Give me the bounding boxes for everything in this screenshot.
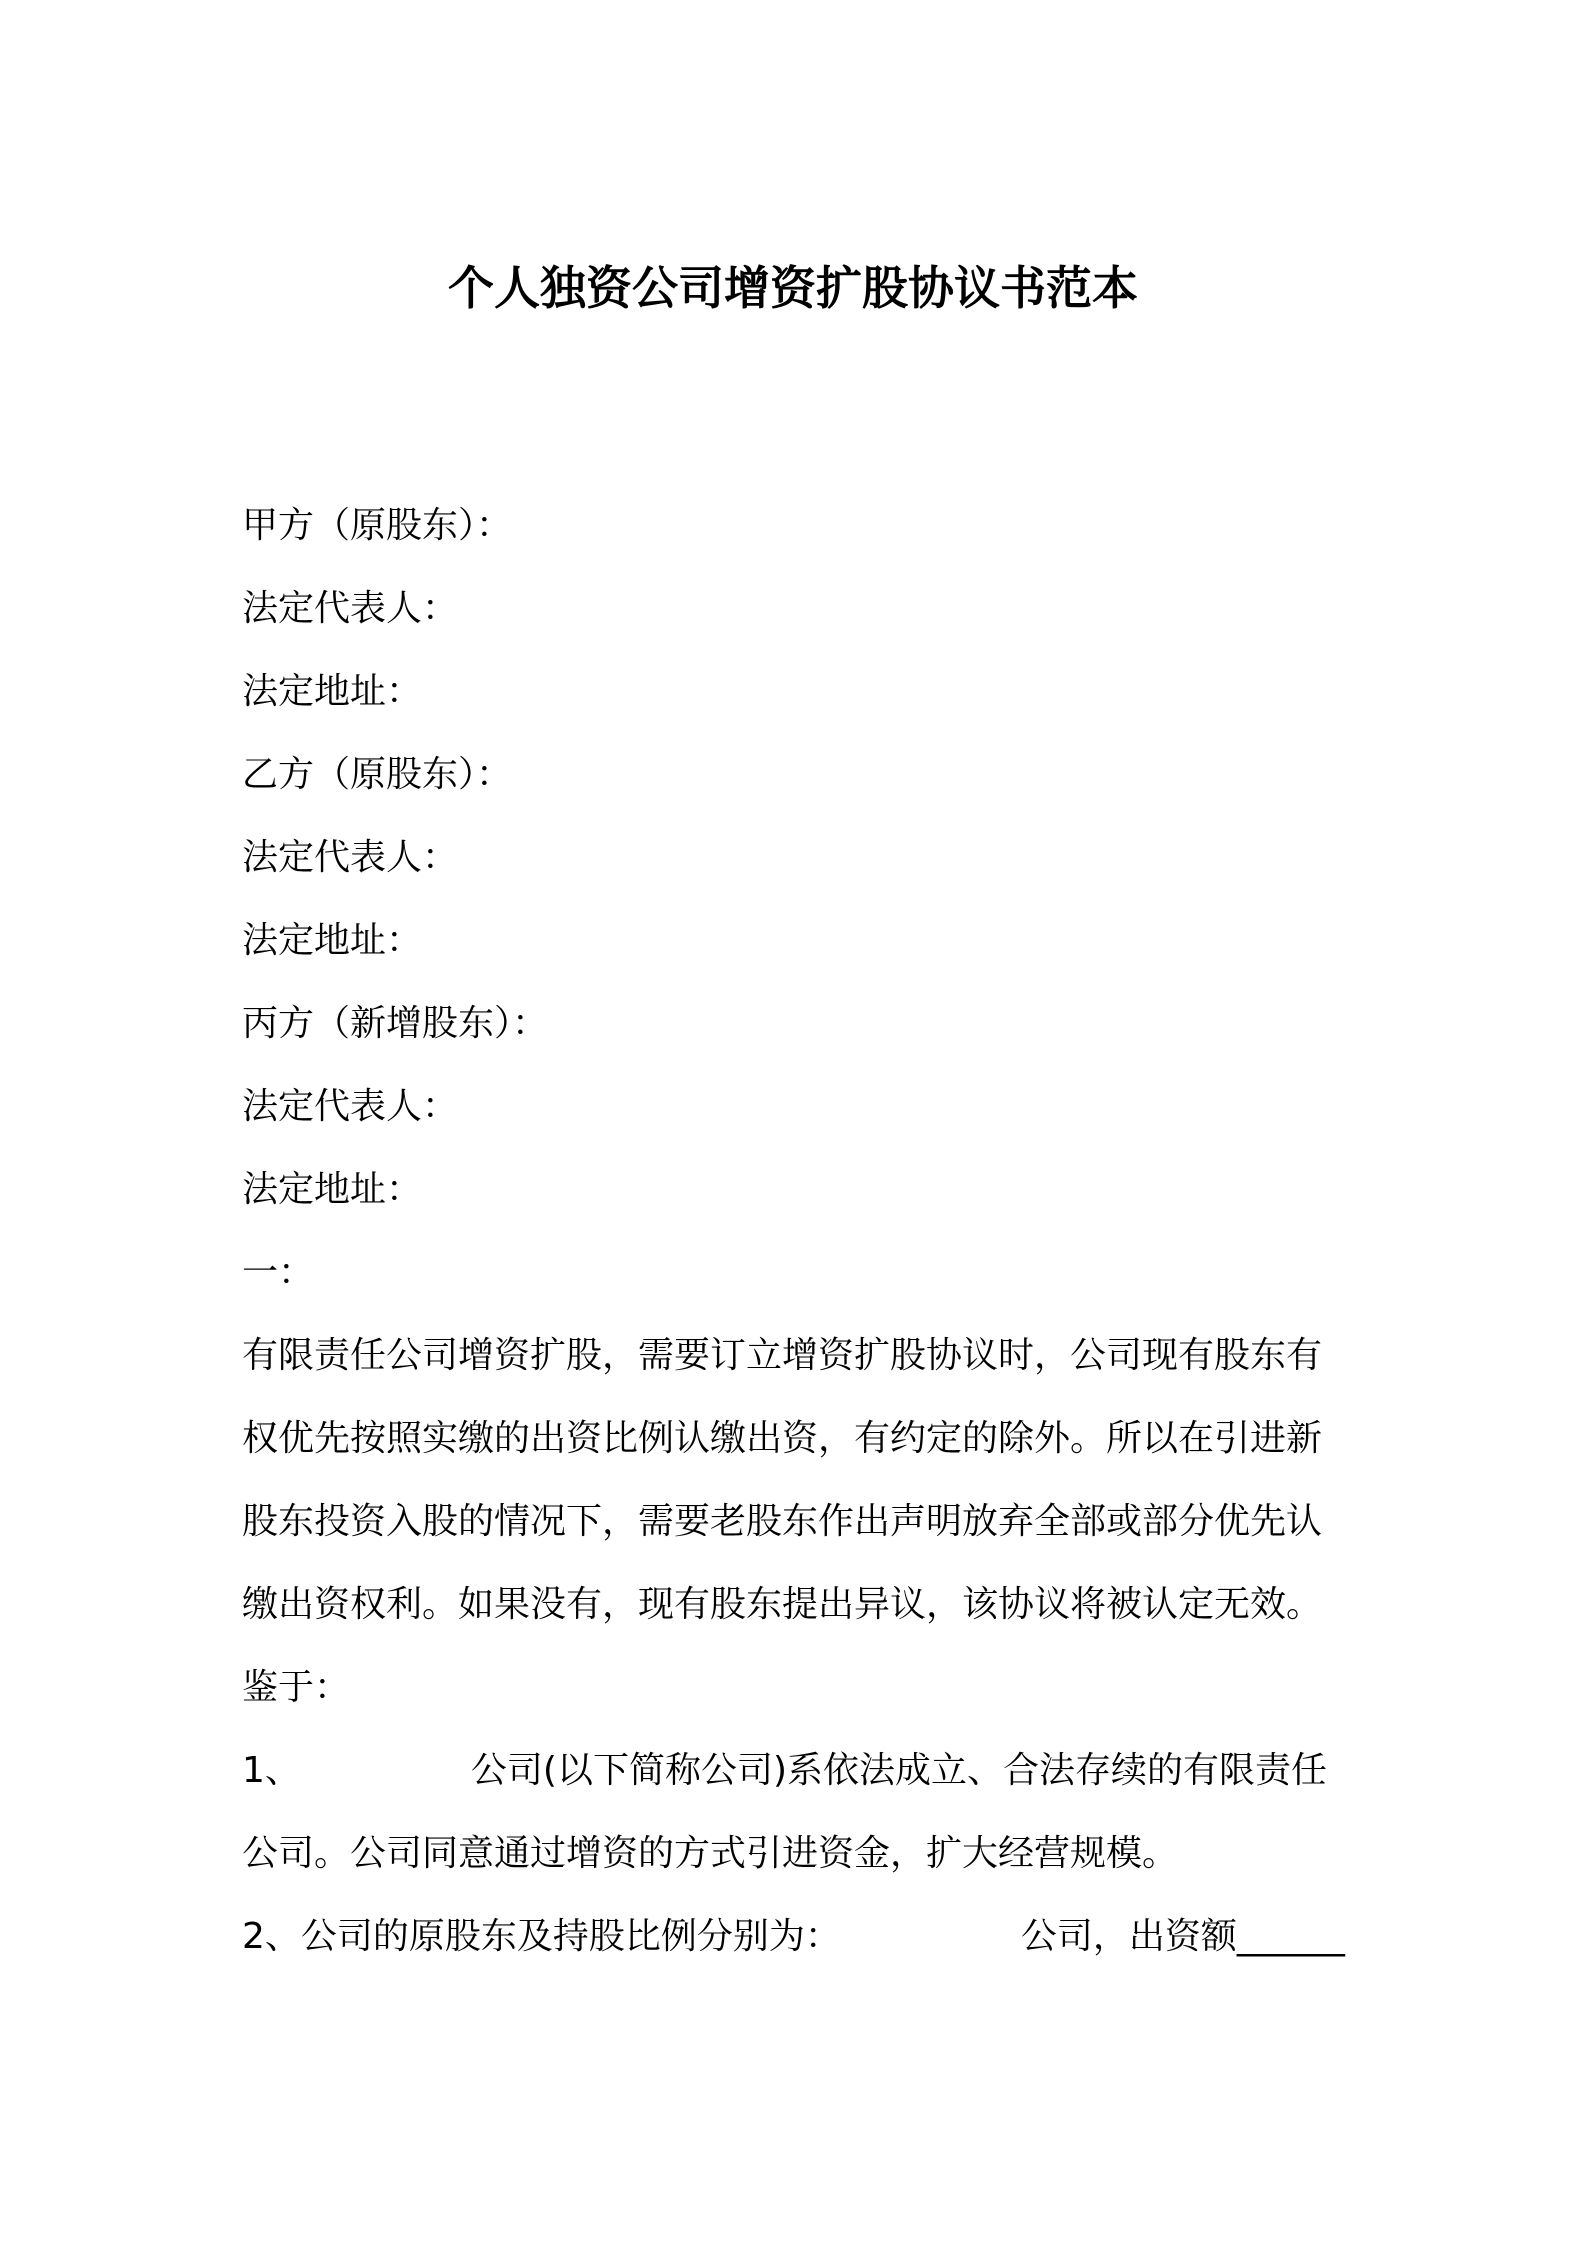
intro-line-4: 缴出资权利。如果没有，现有股东提出异议，该协议将被认定无效。 — [242, 1584, 1323, 1625]
item-2-text: 公司，出资额______ — [1020, 1916, 1345, 1957]
intro-line-1: 有限责任公司增资扩股，需要订立增资扩股协议时，公司现有股东有 — [242, 1335, 1323, 1376]
party-a-representative: 法定代表人： — [242, 588, 459, 629]
party-c-representative: 法定代表人： — [242, 1086, 459, 1127]
item-1-line — [242, 1747, 1327, 1795]
party-b-address: 法定地址： — [242, 920, 423, 961]
intro-line-3: 股东投资入股的情况下，需要老股东作出声明放弃全部或部分优先认 — [242, 1501, 1323, 1542]
party-a-address: 法定地址： — [242, 671, 423, 712]
document-title: 个人独资公司增资扩股协议书范本 — [448, 261, 1138, 315]
party-b-label: 乙方（原股东）： — [242, 754, 513, 795]
item-1-text: 公司(以下简称公司)系依法成立、合法存续的有限责任 — [470, 1750, 1327, 1791]
item-2-line — [242, 1913, 1345, 1961]
section-one-label: 一： — [242, 1252, 315, 1293]
party-c-address: 法定地址： — [242, 1169, 423, 1210]
party-c-label: 丙方（新增股东）： — [242, 1003, 549, 1044]
item-1-prefix: 1、 — [242, 1750, 301, 1791]
item-2-prefix: 2、公司的原股东及持股比例分别为： — [242, 1916, 841, 1957]
item-1-continuation: 公司。公司同意通过增资的方式引进资金，扩大经营规模。 — [242, 1833, 1179, 1874]
intro-line-2: 权优先按照实缴的出资比例认缴出资，有约定的除外。所以在引进新 — [242, 1418, 1323, 1459]
party-a-label: 甲方（原股东）： — [242, 505, 513, 546]
whereas-label: 鉴于： — [242, 1667, 351, 1708]
party-b-representative: 法定代表人： — [242, 837, 459, 878]
